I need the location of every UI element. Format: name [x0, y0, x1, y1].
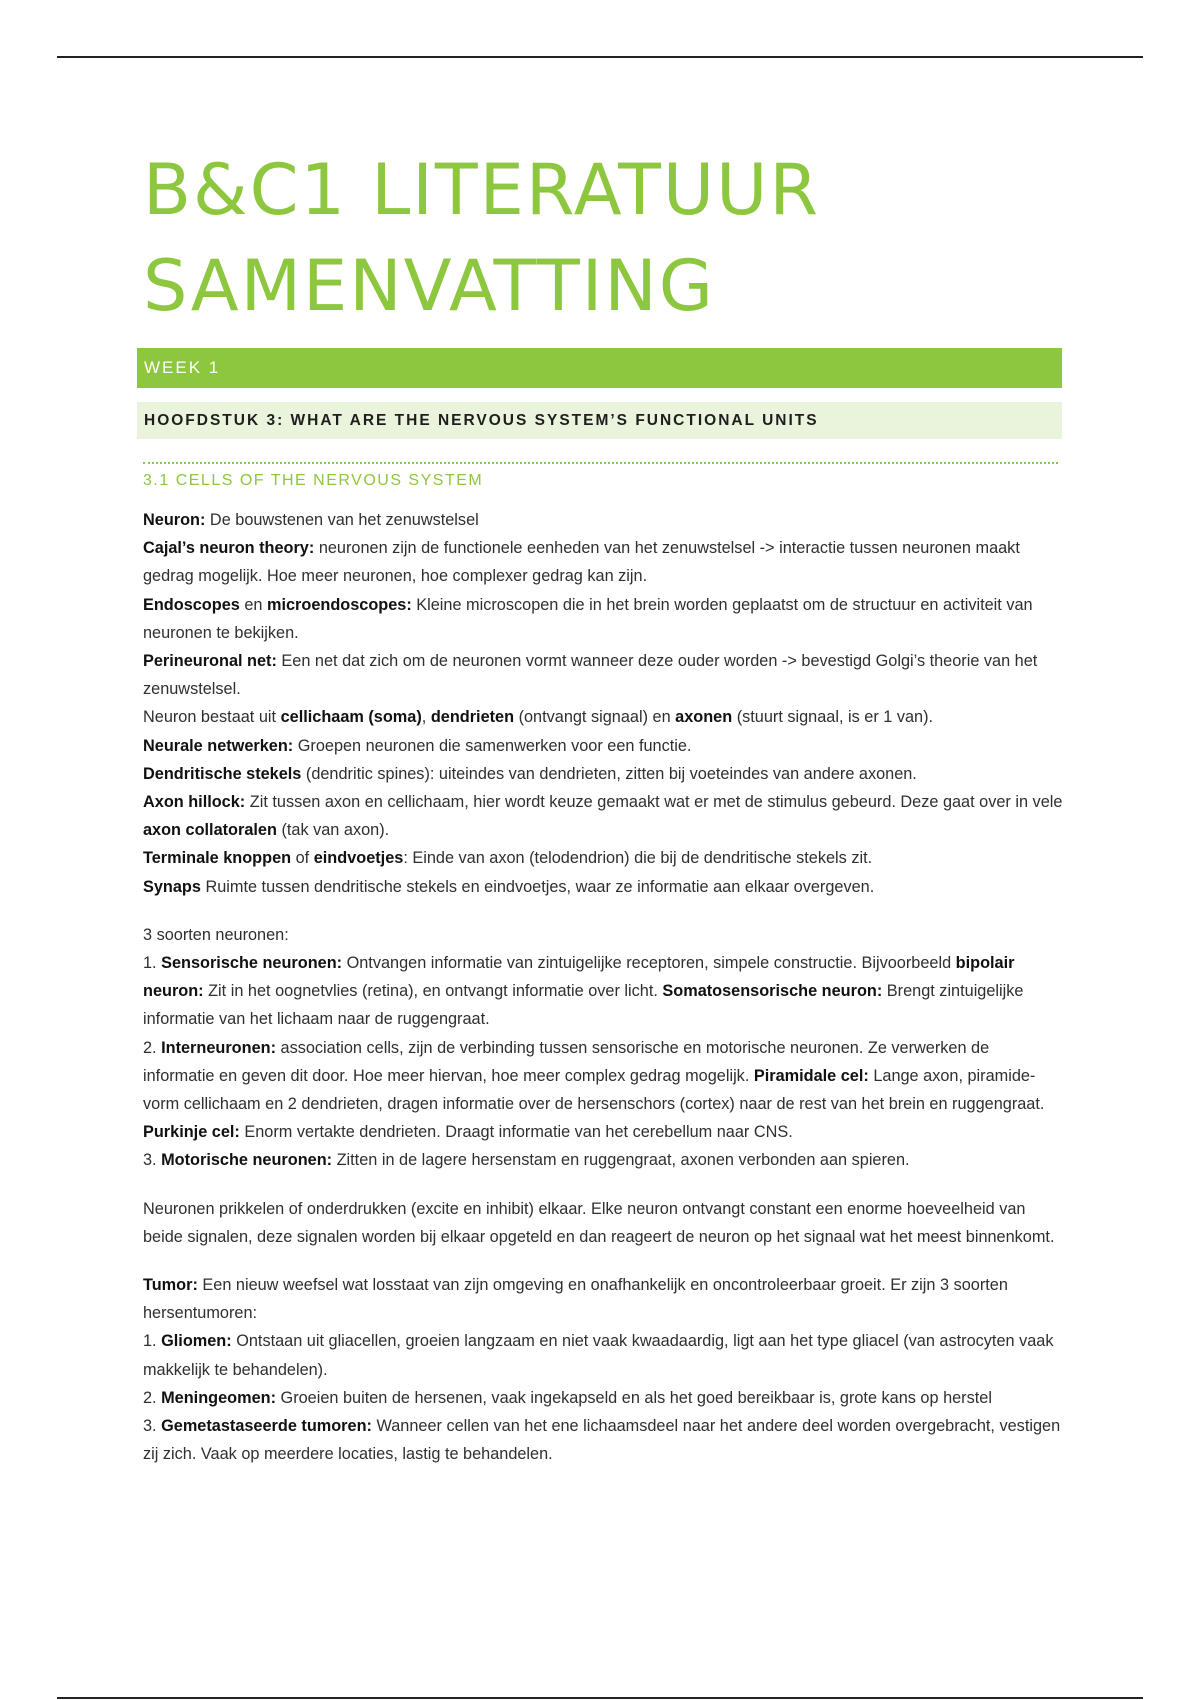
paragraph-neuron: Neuron: De bouwstenen van het zenuwstelsel: [143, 511, 479, 529]
paragraph-axon-hillock: Axon hillock: Zit tussen axon en cellichaam, hier wordt keuze gemaakt wat er met de stimulus gebeurd. Deze gaat over in vele axon collatoralen (tak van axon).: [143, 793, 1063, 840]
chapter-heading: HOOFDSTUK 3: WHAT ARE THE NERVOUS SYSTEM’S FUNCTIONAL UNITS: [137, 402, 1062, 439]
section-divider: [143, 462, 1058, 464]
list-item-interneurons: 2. Interneuronen: association cells, zijn de verbinding tussen sensorische en motorische neuronen. Ze verwerken de informatie en geven dit door. Hoe meer hiervan, hoe meer complex gedrag mogelijk. Piramidale cel: Lange axon, piramide-vorm cellichaam en 2 dendrieten, dragen informatie over de hersenschors (cortex) naar de rest van het brein en ruggengraat. Purkinje cel: Enorm vertakte dendrieten. Draagt informatie van het cerebellum naar CNS.: [143, 1038, 1045, 1142]
paragraph-terminal-buttons: Terminale knoppen of eindvoetjes: Einde van axon (telodendrion) die bij de dendritische stekels zit.: [143, 849, 873, 868]
list-item-gliomen: 1. Gliomen: Ontstaan uit gliacellen, groeien langzaam en niet vaak kwaadaardig, ligt aan het type gliacel (van astrocyten vaak makkelijk te behandelen).: [143, 1332, 1054, 1379]
document-title: [143, 142, 1103, 334]
paragraph-perineuronal: Perineuronal net: Een net dat zich om de neuronen vormt wanneer deze ouder worden -> bevestigd Golgi’s theorie van het zenuwstelsel.: [143, 652, 1038, 699]
list-item-sensory: 1. Sensorische neuronen: Ontvangen informatie van zintuigelijke receptoren, simpele constructie. Bijvoorbeeld bipolair neuron: Zit in het oognetvlies (retina), en ontvangt informatie over licht. Somatosensorische neuron: Brengt zintuigelijke informatie van het lichaam naar de ruggengraat.: [143, 954, 1024, 1029]
list-item-meningeomen: 2. Meningeomen: Groeien buiten de hersenen, vaak ingekapseld en als het goed bereikbaar is, grote kans op herstel: [143, 1388, 992, 1407]
list-item-metastatic: 3. Gemetastaseerde tumoren: Wanneer cellen van het ene lichaamsdeel naar het andere deel worden overgebracht, vestigen zij zich. Vaak op meerdere locaties, lastig te behandelen.: [143, 1417, 1061, 1464]
document-body: [143, 506, 1063, 1469]
title-line-1: B&C1 LITERATUUR: [143, 149, 821, 231]
paragraph-dendritic-spines: Dendritische stekels (dendritic spines): uiteindes van dendrieten, zitten bij voeteindes van andere axonen.: [143, 764, 917, 783]
paragraph-neuron-parts: Neuron bestaat uit cellichaam (soma), dendrieten (ontvangt signaal) en axonen (stuurt signaal, is er 1 van).: [143, 708, 934, 727]
paragraph-synapse: Synaps Ruimte tussen dendritische stekels en eindvoetjes, waar ze informatie aan elkaar overgeven.: [143, 877, 875, 896]
week-heading: WEEK 1: [137, 348, 1062, 388]
paragraph-tumor: Tumor: Een nieuw weefsel wat losstaat van zijn omgeving en onafhankelijk en oncontroleerbaar groeit. Er zijn 3 soorten hersentumoren:: [143, 1276, 1008, 1323]
top-rule: [57, 56, 1143, 58]
list-item-motor: 3. Motorische neuronen: Zitten in de lagere hersenstam en ruggengraat, axonen verbonden aan spieren.: [143, 1151, 910, 1170]
bottom-rule: [57, 1697, 1143, 1699]
paragraph-endoscopes: Endoscopes en microendoscopes: Kleine microscopen die in het brein worden geplaatst om de structuur en activiteit van neuronen te bekijken.: [143, 595, 1033, 642]
neuron-types-intro: 3 soorten neuronen:: [143, 925, 289, 944]
paragraph-neural-networks: Neurale netwerken: Groepen neuronen die samenwerken voor een functie.: [143, 736, 692, 755]
paragraph-cajal: Cajal’s neuron theory: neuronen zijn de functionele eenheden van het zenuwstelsel -> interactie tussen neuronen maakt gedrag mogelijk. Hoe meer neuronen, hoe complexer gedrag kan zijn.: [143, 539, 1020, 586]
paragraph-excite-inhibit: Neuronen prikkelen of onderdrukken (excite en inhibit) elkaar. Elke neuron ontvangt constant een enorme hoeveelheid van beide signalen, deze signalen worden bij elkaar opgeteld en dan reageert de neuron op het signaal wat het meest binnenkomt.: [143, 1199, 1055, 1246]
section-heading: 3.1 CELLS OF THE NERVOUS SYSTEM: [143, 472, 484, 489]
title-line-2: SAMENVATTING: [143, 245, 716, 327]
